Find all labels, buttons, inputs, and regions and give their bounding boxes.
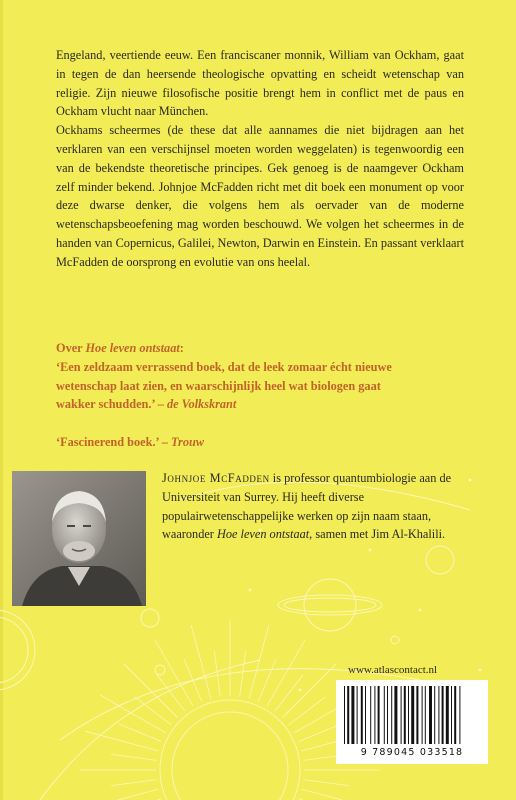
quote-dash: – (158, 434, 171, 449)
book-description (56, 46, 464, 272)
quote-source-volkskrant: de Volkskrant (166, 397, 237, 412)
author-name: Johnjoe McFadden (162, 471, 270, 485)
author-bio-text-2: , samen met Jim Al-Khalili. (309, 527, 446, 542)
quote-trouw-text: ‘Fascinerend boek.’ (56, 434, 159, 449)
quote-source-trouw: Trouw (171, 434, 205, 449)
description-paragraph-1: Engeland, veertiende eeuw. Een franciscaner monnik, William van Ockham, gaat in tegen de dan heersende theologische opvatting en scheidt wetenschap van religie. Zijn nieuwe filosofische positie brengt hem in conflict met de paus en Ockham vlucht naar München. (56, 48, 464, 119)
author-bio-text-1: is professor quantumbiologie aan de Universiteit van Surrey. Hij heeft diverse populairwetenschappelijke werken op zijn naam staan, waaronder (162, 471, 452, 542)
publisher-url: www.atlascontact.nl (348, 664, 438, 676)
press-quotes (56, 339, 476, 452)
quote-volkskrant-line-1: ‘Een zeldzaam verrassend boek, dat de leek zomaar écht nieuwe (56, 359, 392, 374)
quote-trouw (56, 433, 476, 452)
over-prefix: Over (56, 341, 86, 355)
author-bio-book-title: Hoe leven ontstaat (216, 527, 310, 542)
over-suffix: : (179, 341, 184, 355)
quote-volkskrant-line-2: wetenschap laat zien, en waarschijnlijk heel wat biologen gaat (56, 378, 381, 393)
isbn-barcode (336, 680, 488, 764)
author-bio (162, 469, 452, 544)
author-photo (12, 471, 146, 606)
quote-volkskrant-line-3 (56, 395, 476, 414)
quote-dash: – (154, 397, 167, 412)
isbn-number: 9 789045 033518 (360, 747, 464, 758)
previous-book-title: Hoe leven ontstaat (85, 341, 180, 355)
barcode-bars (342, 686, 482, 746)
quote-volkskrant-end: wakker schudden.’ (56, 397, 155, 412)
previous-book-heading (56, 339, 476, 358)
description-paragraph-2: Ockhams scheermes (de these dat alle aannames die niet bijdragen aan het verklaren van een verschijnsel moeten worden weggelaten) is tegenwoordig een van de bekendste theoretische principes. Gek genoeg is de naamgever Ockham zelf minder bekend. Johnjoe McFadden richt met dit boek een monument op voor deze dwarse denker, die volgens hem als oervader van de moderne wetenschapsbeoefening mag worden beschouwd. We volgen het scheermes in de handen van Copernicus, Galilei, Newton, Darwin en Einstein. En passant verklaart McFadden de oorsprong en evolutie van ons heelal. (56, 123, 464, 269)
